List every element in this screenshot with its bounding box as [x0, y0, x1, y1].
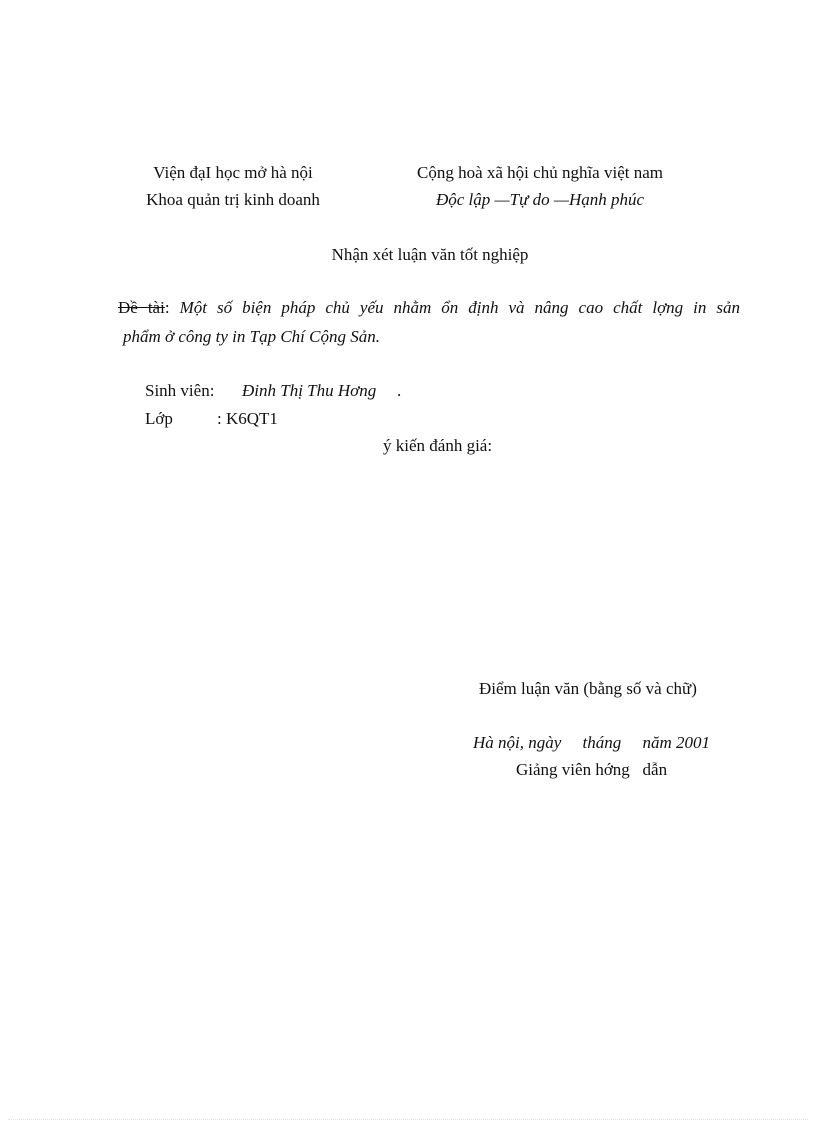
student-class-value: : K6QT1 — [217, 409, 278, 428]
page-bottom-divider — [8, 1119, 808, 1120]
signature-role: Giảng viên hớng dẫn — [516, 760, 668, 779]
topic-colon: : — [164, 298, 170, 317]
student-name-label: Sinh viên: — [145, 381, 215, 400]
topic-text-line-2: phẩm ở công ty in Tạp Chí Cộng Sản. — [123, 327, 380, 346]
faculty-name: Khoa quản trị kinh doanh — [146, 190, 320, 209]
page-title: Nhận xét luận văn tốt nghiệp — [331, 245, 529, 264]
nation-title: Cộng hoà xã hội chủ nghĩa việt nam — [417, 163, 663, 182]
topic-line-1 — [118, 298, 740, 318]
institute-name: Viện đạI học mở hà nội — [153, 163, 313, 182]
national-motto: Độc lập —Tự do —Hạnh phúc — [435, 190, 645, 209]
student-name-suffix: . — [397, 381, 402, 400]
signature-date: Hà nội, ngày tháng năm 2001 — [473, 733, 711, 752]
topic-text-line-1: Một số biện pháp chủ yếu nhằm ổn định và nâng cao chất lợng in sản — [179, 298, 741, 317]
student-name-value: Đinh Thị Thu Hơng — [242, 381, 377, 400]
evaluation-label: ý kiến đánh giá: — [383, 436, 493, 455]
grade-label: Điểm luận văn (bằng số và chữ) — [479, 679, 697, 698]
student-class-label: Lớp — [145, 409, 173, 428]
topic-label: Đề tài — [118, 298, 165, 317]
